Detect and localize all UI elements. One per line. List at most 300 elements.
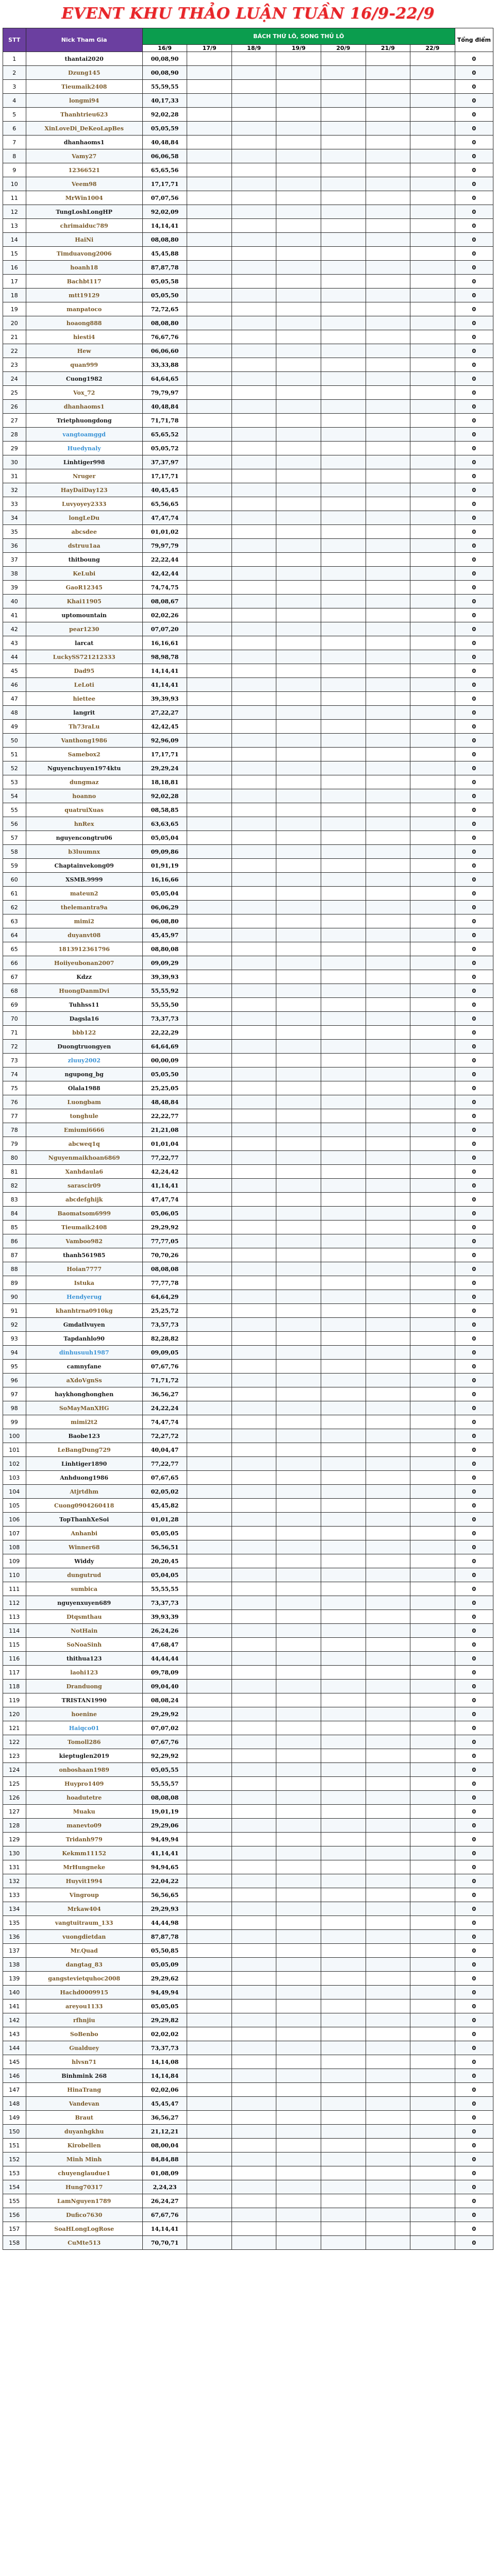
empty-day-cell bbox=[276, 928, 321, 942]
total-score: 0 bbox=[455, 622, 493, 636]
empty-day-cell bbox=[366, 595, 410, 608]
empty-day-cell bbox=[366, 497, 410, 511]
nick-name: zluuy2002 bbox=[26, 1054, 142, 1067]
empty-day-cell bbox=[410, 1777, 455, 1791]
nick-name: Winner68 bbox=[26, 1540, 142, 1554]
row-number: 100 bbox=[3, 1429, 26, 1443]
row-number: 41 bbox=[3, 608, 26, 622]
empty-day-cell bbox=[187, 678, 232, 692]
empty-day-cell bbox=[276, 887, 321, 901]
nick-name: HinaTrang bbox=[26, 2083, 142, 2097]
day-numbers: 02,05,02 bbox=[142, 1485, 187, 1499]
empty-day-cell bbox=[321, 1916, 366, 1930]
empty-day-cell bbox=[410, 261, 455, 275]
empty-day-cell bbox=[366, 149, 410, 163]
empty-day-cell bbox=[321, 2166, 366, 2180]
header-day: 21/9 bbox=[366, 45, 410, 52]
empty-day-cell bbox=[366, 2041, 410, 2055]
empty-day-cell bbox=[321, 831, 366, 845]
empty-day-cell bbox=[187, 622, 232, 636]
table-row bbox=[3, 1137, 493, 1151]
row-number: 116 bbox=[3, 1652, 26, 1666]
nick-name: TopThanhXeSoi bbox=[26, 1513, 142, 1527]
day-numbers: 08,00,04 bbox=[142, 2139, 187, 2153]
empty-day-cell bbox=[321, 956, 366, 970]
day-numbers: 40,48,84 bbox=[142, 135, 187, 149]
empty-day-cell bbox=[366, 1930, 410, 1944]
total-score: 0 bbox=[455, 2139, 493, 2153]
row-number: 95 bbox=[3, 1360, 26, 1374]
empty-day-cell bbox=[276, 2125, 321, 2139]
total-score: 0 bbox=[455, 261, 493, 275]
total-score: 0 bbox=[455, 1026, 493, 1040]
table-row bbox=[3, 761, 493, 775]
empty-day-cell bbox=[410, 1693, 455, 1707]
row-number: 145 bbox=[3, 2055, 26, 2069]
empty-day-cell bbox=[321, 233, 366, 247]
empty-day-cell bbox=[410, 845, 455, 859]
table-row bbox=[3, 163, 493, 177]
empty-day-cell bbox=[232, 1874, 276, 1888]
header-day: 17/9 bbox=[187, 45, 232, 52]
empty-day-cell bbox=[366, 469, 410, 483]
empty-day-cell bbox=[187, 511, 232, 525]
empty-day-cell bbox=[321, 2097, 366, 2111]
empty-day-cell bbox=[187, 1081, 232, 1095]
empty-day-cell bbox=[276, 789, 321, 803]
empty-day-cell bbox=[366, 1040, 410, 1054]
empty-day-cell bbox=[276, 122, 321, 135]
day-numbers: 05,04,05 bbox=[142, 1568, 187, 1582]
nick-name: nguyencongtru06 bbox=[26, 831, 142, 845]
nick-name: Kdzz bbox=[26, 970, 142, 984]
empty-day-cell bbox=[410, 1652, 455, 1666]
row-number: 94 bbox=[3, 1346, 26, 1360]
empty-day-cell bbox=[276, 1888, 321, 1902]
nick-name: Vingroup bbox=[26, 1888, 142, 1902]
total-score: 0 bbox=[455, 1513, 493, 1527]
row-number: 62 bbox=[3, 901, 26, 914]
empty-day-cell bbox=[366, 483, 410, 497]
nick-name: abcdefghijk bbox=[26, 1193, 142, 1207]
empty-day-cell bbox=[187, 720, 232, 734]
empty-day-cell bbox=[366, 901, 410, 914]
day-numbers: 74,47,74 bbox=[142, 1415, 187, 1429]
empty-day-cell bbox=[187, 1582, 232, 1596]
empty-day-cell bbox=[276, 831, 321, 845]
empty-day-cell bbox=[187, 1791, 232, 1805]
day-numbers: 77,77,78 bbox=[142, 1276, 187, 1290]
empty-day-cell bbox=[366, 1540, 410, 1554]
day-numbers: 25,25,05 bbox=[142, 1081, 187, 1095]
table-row bbox=[3, 1401, 493, 1415]
row-number: 69 bbox=[3, 998, 26, 1012]
empty-day-cell bbox=[410, 497, 455, 511]
table-row bbox=[3, 1485, 493, 1499]
nick-name: LeLoti bbox=[26, 678, 142, 692]
table-row bbox=[3, 789, 493, 803]
empty-day-cell bbox=[321, 1290, 366, 1304]
empty-day-cell bbox=[366, 873, 410, 887]
row-number: 131 bbox=[3, 1860, 26, 1874]
empty-day-cell bbox=[232, 914, 276, 928]
row-number: 92 bbox=[3, 1318, 26, 1332]
day-numbers: 33,33,88 bbox=[142, 358, 187, 372]
day-numbers: 44,44,44 bbox=[142, 1652, 187, 1666]
nick-name: Tuhhss11 bbox=[26, 998, 142, 1012]
table-row bbox=[3, 1554, 493, 1568]
empty-day-cell bbox=[366, 1902, 410, 1916]
empty-day-cell bbox=[410, 191, 455, 205]
empty-day-cell bbox=[276, 442, 321, 455]
total-score: 0 bbox=[455, 2236, 493, 2250]
nick-name: Veem98 bbox=[26, 177, 142, 191]
total-score: 0 bbox=[455, 664, 493, 678]
row-number: 91 bbox=[3, 1304, 26, 1318]
total-score: 0 bbox=[455, 1819, 493, 1833]
empty-day-cell bbox=[232, 1596, 276, 1610]
empty-day-cell bbox=[276, 1624, 321, 1638]
empty-day-cell bbox=[232, 706, 276, 720]
empty-day-cell bbox=[276, 455, 321, 469]
row-number: 25 bbox=[3, 386, 26, 400]
empty-day-cell bbox=[321, 1582, 366, 1596]
nick-name: chuyenglaudue1 bbox=[26, 2166, 142, 2180]
empty-day-cell bbox=[187, 316, 232, 330]
empty-day-cell bbox=[366, 414, 410, 428]
empty-day-cell bbox=[366, 1109, 410, 1123]
empty-day-cell bbox=[187, 1554, 232, 1568]
empty-day-cell bbox=[232, 1401, 276, 1415]
nick-name: HayDaiDay123 bbox=[26, 483, 142, 497]
nick-name: aXdoVgnSs bbox=[26, 1374, 142, 1387]
empty-day-cell bbox=[321, 400, 366, 414]
empty-day-cell bbox=[232, 2013, 276, 2027]
empty-day-cell bbox=[410, 316, 455, 330]
empty-day-cell bbox=[366, 261, 410, 275]
day-numbers: 07,07,56 bbox=[142, 191, 187, 205]
total-score: 0 bbox=[455, 1568, 493, 1582]
empty-day-cell bbox=[187, 650, 232, 664]
table-row bbox=[3, 94, 493, 108]
row-number: 114 bbox=[3, 1624, 26, 1638]
nick-name: dinhusuuh1987 bbox=[26, 1346, 142, 1360]
day-numbers: 09,78,09 bbox=[142, 1666, 187, 1680]
empty-day-cell bbox=[187, 1819, 232, 1833]
table-row bbox=[3, 1666, 493, 1680]
empty-day-cell bbox=[321, 1485, 366, 1499]
empty-day-cell bbox=[366, 2055, 410, 2069]
empty-day-cell bbox=[321, 1151, 366, 1165]
day-numbers: 06,06,29 bbox=[142, 901, 187, 914]
empty-day-cell bbox=[410, 2194, 455, 2208]
empty-day-cell bbox=[410, 1471, 455, 1485]
total-score: 0 bbox=[455, 1986, 493, 1999]
nick-name: pear1230 bbox=[26, 622, 142, 636]
empty-day-cell bbox=[232, 1374, 276, 1387]
empty-day-cell bbox=[276, 956, 321, 970]
nick-name: MrHungneke bbox=[26, 1860, 142, 1874]
empty-day-cell bbox=[410, 455, 455, 469]
nick-name: Th73raLu bbox=[26, 720, 142, 734]
table-row bbox=[3, 400, 493, 414]
empty-day-cell bbox=[276, 1012, 321, 1026]
row-number: 77 bbox=[3, 1109, 26, 1123]
empty-day-cell bbox=[232, 1081, 276, 1095]
empty-day-cell bbox=[232, 1040, 276, 1054]
empty-day-cell bbox=[410, 1290, 455, 1304]
empty-day-cell bbox=[276, 1596, 321, 1610]
day-numbers: 08,08,24 bbox=[142, 1693, 187, 1707]
empty-day-cell bbox=[410, 1040, 455, 1054]
empty-day-cell bbox=[187, 1513, 232, 1527]
empty-day-cell bbox=[321, 692, 366, 706]
empty-day-cell bbox=[366, 1471, 410, 1485]
empty-day-cell bbox=[321, 52, 366, 66]
nick-name: mimi2 bbox=[26, 914, 142, 928]
empty-day-cell bbox=[276, 2083, 321, 2097]
empty-day-cell bbox=[276, 1026, 321, 1040]
row-number: 46 bbox=[3, 678, 26, 692]
empty-day-cell bbox=[321, 1652, 366, 1666]
nick-name: Linhtiger1890 bbox=[26, 1457, 142, 1471]
table-row bbox=[3, 177, 493, 191]
day-numbers: 05,50,85 bbox=[142, 1944, 187, 1958]
empty-day-cell bbox=[410, 1109, 455, 1123]
empty-day-cell bbox=[276, 998, 321, 1012]
empty-day-cell bbox=[366, 1958, 410, 1972]
nick-name: Luvyoyey2333 bbox=[26, 497, 142, 511]
empty-day-cell bbox=[187, 1193, 232, 1207]
empty-day-cell bbox=[232, 1540, 276, 1554]
empty-day-cell bbox=[276, 275, 321, 289]
table-row bbox=[3, 1026, 493, 1040]
row-number: 138 bbox=[3, 1958, 26, 1972]
empty-day-cell bbox=[366, 2013, 410, 2027]
empty-day-cell bbox=[321, 2083, 366, 2097]
empty-day-cell bbox=[276, 163, 321, 177]
empty-day-cell bbox=[366, 2139, 410, 2153]
empty-day-cell bbox=[366, 1638, 410, 1652]
empty-day-cell bbox=[232, 122, 276, 135]
empty-day-cell bbox=[276, 608, 321, 622]
total-score: 0 bbox=[455, 1457, 493, 1471]
nick-name: Duongtruongyen bbox=[26, 1040, 142, 1054]
empty-day-cell bbox=[321, 1513, 366, 1527]
empty-day-cell bbox=[410, 595, 455, 608]
empty-day-cell bbox=[187, 761, 232, 775]
table-row bbox=[3, 2041, 493, 2055]
empty-day-cell bbox=[276, 400, 321, 414]
empty-day-cell bbox=[276, 344, 321, 358]
empty-day-cell bbox=[232, 2069, 276, 2083]
day-numbers: 05,05,05 bbox=[142, 1527, 187, 1540]
empty-day-cell bbox=[187, 803, 232, 817]
empty-day-cell bbox=[276, 970, 321, 984]
empty-day-cell bbox=[366, 1610, 410, 1624]
table-row bbox=[3, 1527, 493, 1540]
empty-day-cell bbox=[232, 1207, 276, 1221]
row-number: 140 bbox=[3, 1986, 26, 1999]
total-score: 0 bbox=[455, 1554, 493, 1568]
table-row bbox=[3, 1207, 493, 1221]
table-row bbox=[3, 1040, 493, 1054]
empty-day-cell bbox=[187, 1471, 232, 1485]
empty-day-cell bbox=[321, 539, 366, 553]
empty-day-cell bbox=[187, 1888, 232, 1902]
total-score: 0 bbox=[455, 1095, 493, 1109]
empty-day-cell bbox=[187, 2013, 232, 2027]
total-score: 0 bbox=[455, 970, 493, 984]
empty-day-cell bbox=[321, 1860, 366, 1874]
nick-name: SoBenbo bbox=[26, 2027, 142, 2041]
empty-day-cell bbox=[276, 553, 321, 567]
empty-day-cell bbox=[366, 1916, 410, 1930]
nick-name: TRISTAN1990 bbox=[26, 1693, 142, 1707]
empty-day-cell bbox=[187, 1123, 232, 1137]
empty-day-cell bbox=[321, 664, 366, 678]
nick-name: areyou1133 bbox=[26, 1999, 142, 2013]
nick-name: hoadutetre bbox=[26, 1791, 142, 1805]
total-score: 0 bbox=[455, 789, 493, 803]
empty-day-cell bbox=[187, 442, 232, 455]
empty-day-cell bbox=[366, 1596, 410, 1610]
table-row bbox=[3, 1443, 493, 1457]
row-number: 79 bbox=[3, 1137, 26, 1151]
row-number: 86 bbox=[3, 1234, 26, 1248]
total-score: 0 bbox=[455, 1624, 493, 1638]
empty-day-cell bbox=[410, 1596, 455, 1610]
empty-day-cell bbox=[366, 1151, 410, 1165]
row-number: 57 bbox=[3, 831, 26, 845]
empty-day-cell bbox=[187, 1429, 232, 1443]
row-number: 17 bbox=[3, 275, 26, 289]
empty-day-cell bbox=[187, 497, 232, 511]
empty-day-cell bbox=[276, 567, 321, 581]
header-total: Tổng điểm bbox=[455, 28, 493, 52]
empty-day-cell bbox=[232, 1471, 276, 1485]
day-numbers: 65,56,65 bbox=[142, 497, 187, 511]
row-number: 18 bbox=[3, 289, 26, 302]
nick-name: Huypro1409 bbox=[26, 1777, 142, 1791]
empty-day-cell bbox=[321, 1707, 366, 1721]
table-row bbox=[3, 2027, 493, 2041]
empty-day-cell bbox=[321, 720, 366, 734]
empty-day-cell bbox=[276, 525, 321, 539]
day-numbers: 41,14,41 bbox=[142, 678, 187, 692]
empty-day-cell bbox=[187, 205, 232, 219]
empty-day-cell bbox=[366, 831, 410, 845]
row-number: 68 bbox=[3, 984, 26, 998]
total-score: 0 bbox=[455, 1833, 493, 1846]
empty-day-cell bbox=[276, 1916, 321, 1930]
empty-day-cell bbox=[321, 2153, 366, 2166]
total-score: 0 bbox=[455, 52, 493, 66]
empty-day-cell bbox=[321, 219, 366, 233]
total-score: 0 bbox=[455, 1207, 493, 1221]
day-numbers: 01,08,09 bbox=[142, 2166, 187, 2180]
table-row bbox=[3, 1360, 493, 1374]
row-number: 13 bbox=[3, 219, 26, 233]
nick-name: Hoiiyeubonan2007 bbox=[26, 956, 142, 970]
empty-day-cell bbox=[232, 1123, 276, 1137]
empty-day-cell bbox=[410, 901, 455, 914]
total-score: 0 bbox=[455, 1304, 493, 1318]
empty-day-cell bbox=[321, 622, 366, 636]
empty-day-cell bbox=[187, 2111, 232, 2125]
empty-day-cell bbox=[410, 1610, 455, 1624]
empty-day-cell bbox=[366, 1874, 410, 1888]
empty-day-cell bbox=[187, 94, 232, 108]
empty-day-cell bbox=[410, 525, 455, 539]
empty-day-cell bbox=[410, 1457, 455, 1471]
row-number: 30 bbox=[3, 455, 26, 469]
empty-day-cell bbox=[410, 706, 455, 720]
empty-day-cell bbox=[321, 1805, 366, 1819]
empty-day-cell bbox=[410, 219, 455, 233]
total-score: 0 bbox=[455, 275, 493, 289]
empty-day-cell bbox=[410, 1666, 455, 1680]
day-numbers: 65,65,56 bbox=[142, 163, 187, 177]
empty-day-cell bbox=[321, 344, 366, 358]
nick-name: Nguyenmaikhoan6869 bbox=[26, 1151, 142, 1165]
total-score: 0 bbox=[455, 887, 493, 901]
empty-day-cell bbox=[410, 1137, 455, 1151]
empty-day-cell bbox=[321, 567, 366, 581]
empty-day-cell bbox=[187, 1610, 232, 1624]
row-number: 153 bbox=[3, 2166, 26, 2180]
empty-day-cell bbox=[276, 1874, 321, 1888]
row-number: 50 bbox=[3, 734, 26, 748]
total-score: 0 bbox=[455, 66, 493, 80]
empty-day-cell bbox=[321, 970, 366, 984]
day-numbers: 24,22,24 bbox=[142, 1401, 187, 1415]
empty-day-cell bbox=[187, 1137, 232, 1151]
empty-day-cell bbox=[232, 692, 276, 706]
row-number: 72 bbox=[3, 1040, 26, 1054]
total-score: 0 bbox=[455, 149, 493, 163]
empty-day-cell bbox=[232, 553, 276, 567]
empty-day-cell bbox=[366, 289, 410, 302]
day-numbers: 64,64,65 bbox=[142, 372, 187, 386]
empty-day-cell bbox=[321, 483, 366, 497]
day-numbers: 00,08,90 bbox=[142, 52, 187, 66]
empty-day-cell bbox=[410, 483, 455, 497]
nick-name: Dad95 bbox=[26, 664, 142, 678]
nick-name: dhanhaoms1 bbox=[26, 400, 142, 414]
nick-name: dungutrud bbox=[26, 1568, 142, 1582]
table-row bbox=[3, 1791, 493, 1805]
row-number: 73 bbox=[3, 1054, 26, 1067]
day-numbers: 27,22,27 bbox=[142, 706, 187, 720]
row-number: 105 bbox=[3, 1499, 26, 1513]
nick-name: dstruu1aa bbox=[26, 539, 142, 553]
day-numbers: 36,56,27 bbox=[142, 1387, 187, 1401]
empty-day-cell bbox=[410, 1221, 455, 1234]
table-row bbox=[3, 135, 493, 149]
table-row bbox=[3, 316, 493, 330]
total-score: 0 bbox=[455, 1374, 493, 1387]
empty-day-cell bbox=[366, 122, 410, 135]
day-numbers: 01,01,28 bbox=[142, 1513, 187, 1527]
empty-day-cell bbox=[321, 2041, 366, 2055]
total-score: 0 bbox=[455, 1165, 493, 1179]
table-row bbox=[3, 692, 493, 706]
empty-day-cell bbox=[276, 66, 321, 80]
empty-day-cell bbox=[410, 1986, 455, 1999]
empty-day-cell bbox=[187, 1638, 232, 1652]
empty-day-cell bbox=[366, 748, 410, 761]
